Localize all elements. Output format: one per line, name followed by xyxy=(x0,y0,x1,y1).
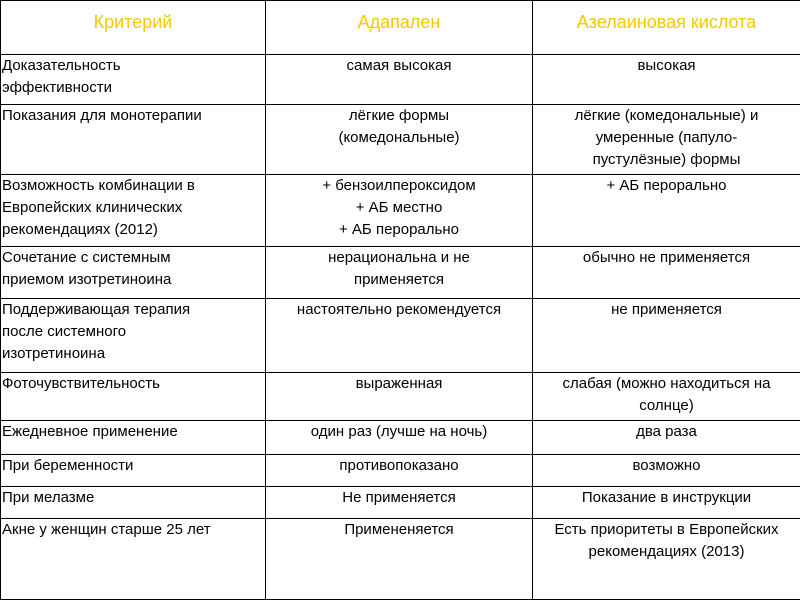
header-azelaic-acid: Азелаиновая кислота xyxy=(533,1,800,55)
table-row xyxy=(1,421,800,455)
header-adapalene: Адапален xyxy=(266,1,533,55)
row-azelaic-value: высокая xyxy=(533,55,800,105)
row-azelaic-value: + АБ перорально xyxy=(533,175,800,247)
row-adapalene-value: один раз (лучше на ночь) xyxy=(266,421,533,455)
row-adapalene-value: лёгкие формы (комедональные) xyxy=(266,105,533,175)
row-azelaic-value: два раза xyxy=(533,421,800,455)
row-adapalene-value: нерациональна и не применяется xyxy=(266,247,533,299)
table-row xyxy=(1,299,800,373)
row-criterion: Показания для монотерапии xyxy=(1,105,266,175)
row-criterion: Сочетание с системным приемом изотретиноина xyxy=(1,247,266,299)
row-azelaic-value: обычно не применяется xyxy=(533,247,800,299)
row-azelaic-value: Есть приоритеты в Европейских рекомендациях (2013) xyxy=(533,519,800,600)
row-azelaic-value: не применяется xyxy=(533,299,800,373)
table-row xyxy=(1,247,800,299)
row-adapalene-value: Примененяется xyxy=(266,519,533,600)
row-azelaic-value: лёгкие (комедональные) и умеренные (папуло- пустулёзные) формы xyxy=(533,105,800,175)
row-azelaic-value: слабая (можно находиться на солнце) xyxy=(533,373,800,421)
table-row xyxy=(1,519,800,600)
row-criterion: При мелазме xyxy=(1,487,266,519)
table-body xyxy=(1,55,800,600)
row-azelaic-value: Показание в инструкции xyxy=(533,487,800,519)
row-criterion: Фоточувствительность xyxy=(1,373,266,421)
table-row xyxy=(1,455,800,487)
row-adapalene-value: выраженная xyxy=(266,373,533,421)
table-row xyxy=(1,175,800,247)
table-header xyxy=(1,1,800,55)
row-adapalene-value: + бензоилпероксидом + АБ местно + АБ перорально xyxy=(266,175,533,247)
row-criterion: Возможность комбинации в Европейских клинических рекомендациях (2012) xyxy=(1,175,266,247)
header-row xyxy=(1,1,800,55)
table-row xyxy=(1,105,800,175)
row-criterion: Ежедневное применение xyxy=(1,421,266,455)
table-row xyxy=(1,487,800,519)
row-criterion: Поддерживающая терапия после системного изотретиноина xyxy=(1,299,266,373)
table-row xyxy=(1,373,800,421)
row-criterion: При беременности xyxy=(1,455,266,487)
row-adapalene-value: Не применяется xyxy=(266,487,533,519)
row-criterion: Доказательность эффективности xyxy=(1,55,266,105)
table-row xyxy=(1,55,800,105)
row-criterion: Акне у женщин старше 25 лет xyxy=(1,519,266,600)
header-criterion: Критерий xyxy=(1,1,266,55)
row-azelaic-value: возможно xyxy=(533,455,800,487)
row-adapalene-value: самая высокая xyxy=(266,55,533,105)
row-adapalene-value: противопоказано xyxy=(266,455,533,487)
row-adapalene-value: настоятельно рекомендуется xyxy=(266,299,533,373)
